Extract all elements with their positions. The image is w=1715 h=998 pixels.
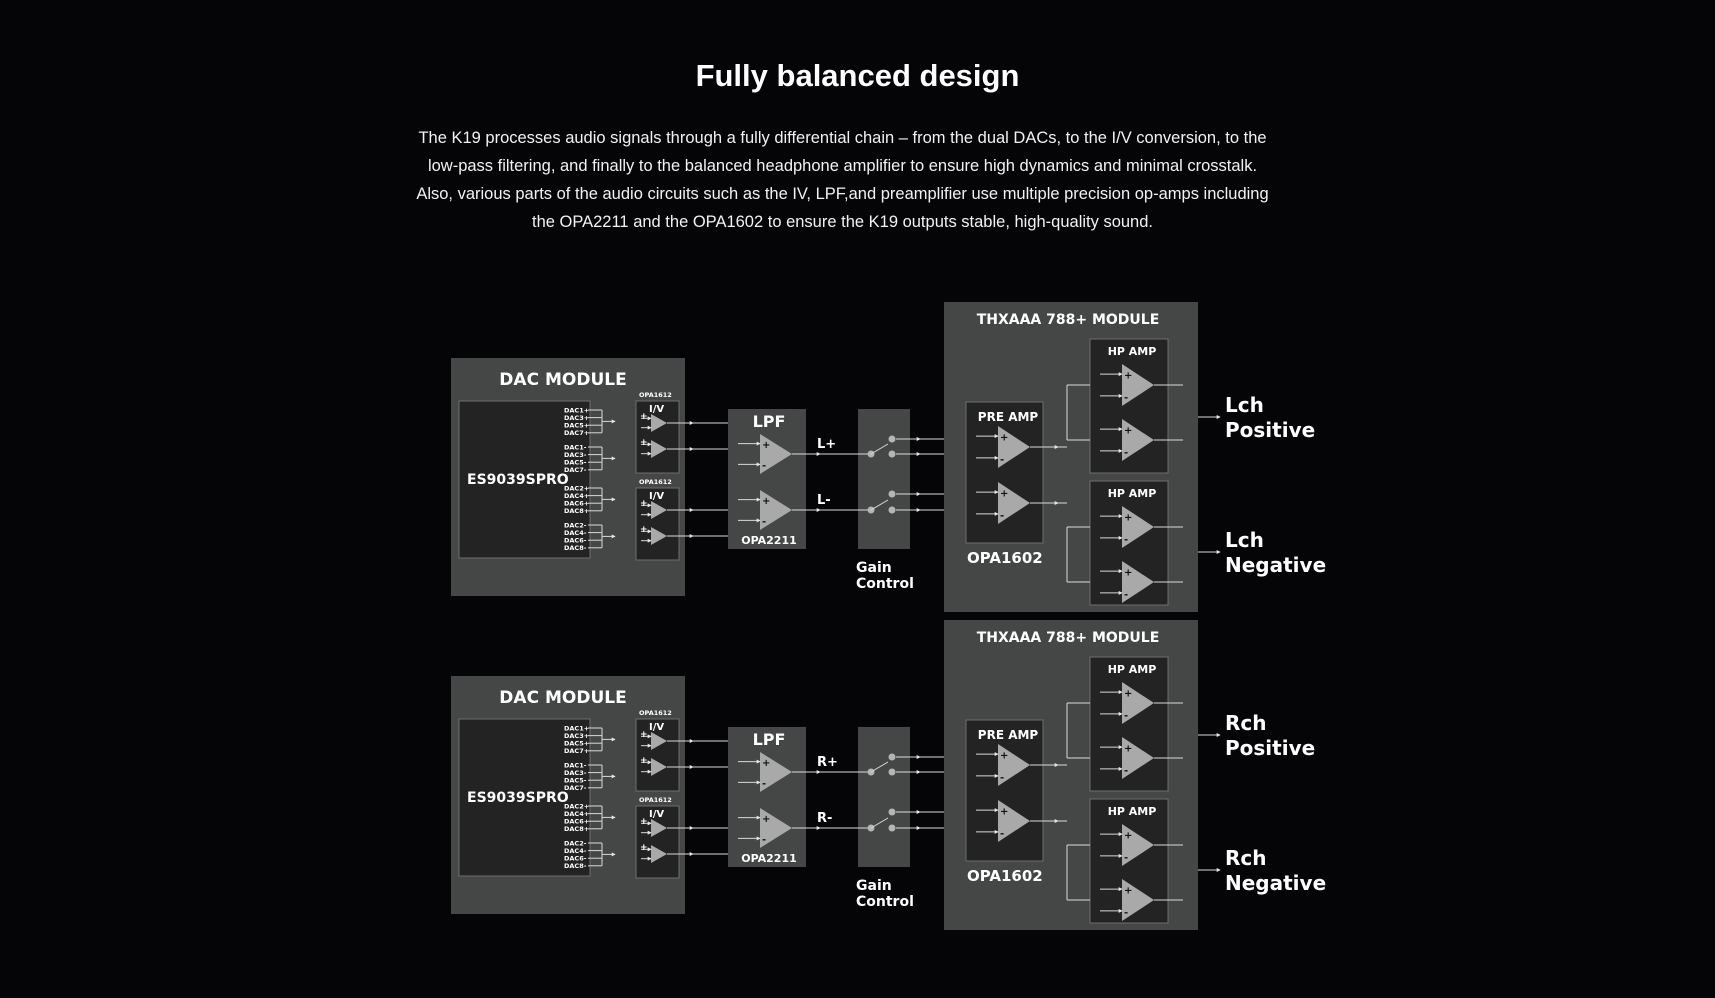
dac-pin-label: DAC7+ — [564, 747, 590, 756]
switch-contact — [889, 507, 896, 514]
gain-label: Control — [856, 894, 914, 910]
plus-sign: + — [1124, 743, 1133, 755]
plus-sign: + — [1000, 432, 1009, 444]
signal-positive-label: L+ — [817, 437, 837, 452]
plus-sign: + — [1000, 750, 1009, 762]
minus-sign: - — [1124, 534, 1129, 546]
dac-module-title: DAC MODULE — [499, 370, 627, 390]
minus-sign: - — [1124, 907, 1129, 919]
minus-sign: - — [1124, 392, 1129, 404]
right-channel-diagram — [451, 620, 1326, 930]
signal-negative-label: L- — [817, 493, 831, 508]
minus-sign: - — [1124, 852, 1129, 864]
dac-pin-label: DAC8- — [564, 862, 587, 871]
output-negative-channel: Rch — [1225, 846, 1267, 870]
switch-contact — [889, 491, 896, 498]
output-positive-channel: Rch — [1225, 711, 1267, 735]
hp-amp-label: HP AMP — [1107, 663, 1157, 676]
iv-opamp-label: OPA1612 — [639, 709, 672, 717]
gain-control-block — [858, 727, 910, 867]
dac-pin-label: DAC2- — [564, 839, 587, 848]
minus-sign: - — [762, 516, 767, 528]
description-line: low-pass filtering, and finally to the balanced headphone amplifier to ensure high dynamics and minimal crosstalk. — [427, 157, 1258, 175]
dac-pin-label: DAC2+ — [564, 484, 590, 493]
dac-pin-label: DAC1+ — [564, 406, 590, 415]
gain-label: Gain — [856, 560, 892, 576]
dac-pin-label: DAC8+ — [564, 825, 590, 834]
output-positive-polarity: Positive — [1225, 736, 1316, 760]
iv-label: I/V — [649, 722, 665, 733]
dac-pin-label: DAC3+ — [564, 413, 590, 422]
switch-contact — [889, 825, 896, 832]
minus-sign: - — [1124, 447, 1129, 459]
dac-pin-label: DAC6+ — [564, 499, 590, 508]
output-positive-channel: Lch — [1225, 393, 1264, 417]
plus-sign: + — [640, 412, 648, 422]
dac-pin-label: DAC5+ — [564, 421, 590, 430]
dac-pin-label: DAC3- — [564, 450, 587, 459]
plus-sign: + — [640, 525, 648, 535]
thx-module-title: THXAAA 788+ MODULE — [976, 630, 1160, 646]
lpf-opamp-label: OPA2211 — [741, 534, 797, 547]
description-line: The K19 processes audio signals through a fully differential chain – from the dual DACs, to the I/V conversion, to the — [418, 129, 1267, 147]
output-negative-polarity: Negative — [1225, 553, 1327, 577]
dac-pin-label: DAC5+ — [564, 739, 590, 748]
lpf-label: LPF — [752, 412, 786, 431]
dac-pin-label: DAC7- — [564, 466, 587, 475]
dac-pin-label: DAC2+ — [564, 802, 590, 811]
gain-label: Gain — [856, 878, 892, 894]
iv-label: I/V — [649, 491, 665, 502]
pre-opamp-label: OPA1602 — [967, 549, 1043, 567]
plus-sign: + — [640, 817, 648, 827]
pre-amp-label: PRE AMP — [977, 728, 1039, 742]
description-line: Also, various parts of the audio circuits such as the IV, LPF,and preamplifier use multiple precision op-amps including — [416, 185, 1269, 203]
dac-chip-label: ES9039SPRO — [467, 790, 569, 806]
thx-module-title: THXAAA 788+ MODULE — [976, 312, 1160, 328]
plus-sign: + — [1124, 688, 1133, 700]
minus-sign: - — [762, 834, 767, 846]
minus-sign: - — [1000, 454, 1005, 466]
output-negative-polarity: Negative — [1225, 871, 1327, 895]
plus-sign: + — [1000, 806, 1009, 818]
minus-sign: - — [1124, 710, 1129, 722]
dac-pin-label: DAC5- — [564, 776, 587, 785]
dac-pin-label: DAC6- — [564, 536, 587, 545]
lpf-label: LPF — [752, 730, 786, 749]
output-negative-channel: Lch — [1225, 528, 1264, 552]
minus-sign: - — [1124, 765, 1129, 777]
dac-pin-label: DAC2- — [564, 521, 587, 530]
dac-pin-label: DAC1+ — [564, 724, 590, 733]
dac-pin-label: DAC1- — [564, 761, 587, 770]
dac-pin-label: DAC4- — [564, 528, 587, 537]
plus-sign: + — [1000, 488, 1009, 500]
minus-sign: - — [1000, 510, 1005, 522]
plus-sign: + — [640, 499, 648, 509]
plus-sign: + — [1124, 512, 1133, 524]
iv-label: I/V — [649, 809, 665, 820]
dac-pin-label: DAC6- — [564, 854, 587, 863]
minus-sign: - — [1000, 828, 1005, 840]
iv-opamp-label: OPA1612 — [639, 391, 672, 399]
iv-opamp-label: OPA1612 — [639, 796, 672, 804]
dac-pin-label: DAC3+ — [564, 731, 590, 740]
minus-sign: - — [1124, 589, 1129, 601]
gain-label: Control — [856, 576, 914, 592]
dac-pin-label: DAC7- — [564, 784, 587, 793]
switch-contact — [889, 754, 896, 761]
plus-sign: + — [640, 438, 648, 448]
plus-sign: + — [762, 813, 771, 825]
dac-pin-label: DAC6+ — [564, 817, 590, 826]
signal-negative-label: R- — [817, 811, 833, 826]
plus-sign: + — [640, 843, 648, 853]
description-line: the OPA2211 and the OPA1602 to ensure the K19 outputs stable, high-quality sound. — [531, 213, 1153, 231]
iv-label: I/V — [649, 404, 665, 415]
plus-sign: + — [1124, 370, 1133, 382]
plus-sign: + — [1124, 885, 1133, 897]
dac-pin-label: DAC8- — [564, 544, 587, 553]
left-channel-diagram — [451, 302, 1326, 612]
minus-sign: - — [762, 460, 767, 472]
minus-sign: - — [762, 778, 767, 790]
dac-pin-label: DAC4- — [564, 846, 587, 855]
hp-amp-label: HP AMP — [1107, 345, 1157, 358]
dac-chip-label: ES9039SPRO — [467, 472, 569, 488]
switch-contact — [889, 451, 896, 458]
dac-pin-label: DAC3- — [564, 768, 587, 777]
pre-amp-label: PRE AMP — [977, 410, 1039, 424]
page-title: Fully balanced design — [695, 58, 1020, 93]
dac-pin-label: DAC8+ — [564, 507, 590, 516]
switch-contact — [889, 769, 896, 776]
dac-pin-label: DAC7+ — [564, 429, 590, 438]
lpf-opamp-label: OPA2211 — [741, 852, 797, 865]
plus-sign: + — [1124, 830, 1133, 842]
dac-module-title: DAC MODULE — [499, 688, 627, 708]
plus-sign: + — [1124, 425, 1133, 437]
output-positive-polarity: Positive — [1225, 418, 1316, 442]
minus-sign: - — [1000, 772, 1005, 784]
hp-amp-label: HP AMP — [1107, 805, 1157, 818]
dac-pin-label: DAC4+ — [564, 491, 590, 500]
plus-sign: + — [640, 756, 648, 766]
switch-contact — [889, 809, 896, 816]
plus-sign: + — [762, 495, 771, 507]
iv-opamp-label: OPA1612 — [639, 478, 672, 486]
plus-sign: + — [1124, 567, 1133, 579]
dac-pin-label: DAC5- — [564, 458, 587, 467]
signal-positive-label: R+ — [817, 755, 838, 770]
plus-sign: + — [762, 757, 771, 769]
hp-amp-label: HP AMP — [1107, 487, 1157, 500]
pre-opamp-label: OPA1602 — [967, 867, 1043, 885]
plus-sign: + — [640, 730, 648, 740]
gain-control-block — [858, 409, 910, 549]
dac-pin-label: DAC4+ — [564, 809, 590, 818]
plus-sign: + — [762, 439, 771, 451]
dac-pin-label: DAC1- — [564, 443, 587, 452]
switch-contact — [889, 436, 896, 443]
